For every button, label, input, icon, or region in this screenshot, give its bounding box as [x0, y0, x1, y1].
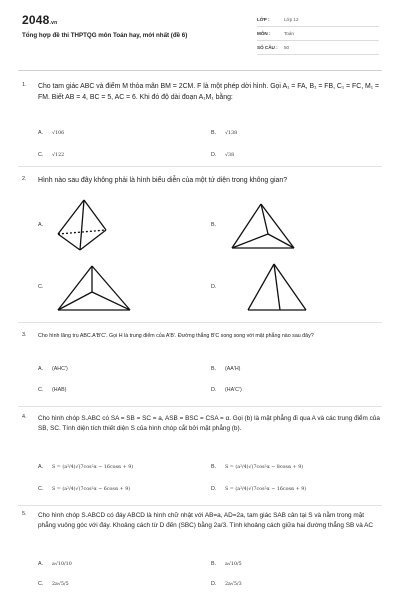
option-value: √38	[225, 153, 235, 158]
option-label: A.	[38, 561, 44, 567]
option-value: S = (a²/4)√(7cos²α − 6cosα + 9)	[52, 487, 131, 492]
question-4	[18, 414, 382, 502]
question-3	[18, 332, 382, 402]
option-label: A.	[38, 222, 44, 228]
question-divider	[18, 505, 382, 506]
option-a[interactable]	[38, 222, 52, 228]
option-value: S = (a²/4)√(7cos²α − 16cosα + 9)	[52, 465, 134, 470]
option-label: C.	[38, 284, 44, 290]
option-b[interactable]	[211, 464, 303, 470]
question-divider	[18, 166, 382, 167]
question-text: Cho hình chóp S.ABC có SA = SB = SC = a, ASB = BSC = CSA = α. Gọi (b) là mặt phẳng đi qua A và các trung điểm của SB, SC. Tính diện tích thiết diện S của hình chóp cắt bởi mặt phẳng (b).	[38, 415, 380, 432]
question-number: 1.	[22, 82, 27, 88]
option-b[interactable]	[211, 130, 237, 136]
document-header	[0, 0, 400, 72]
option-value: (AHC')	[52, 366, 68, 372]
question-text: Cho hình chóp S.ABCD có đáy ABCD là hình chữ nhật với AB=a, AD=2a, tam giác SAB cân tại S và nằm trong mặt phẳng vuông góc với đáy. Khoảng cách từ D đến (SBC) bằng 2a/3. Tính khoảng cách giữa hai đường thẳng SB và AC	[38, 512, 374, 529]
option-a[interactable]	[38, 464, 133, 470]
option-a[interactable]	[38, 366, 68, 372]
option-value: (HAB)	[52, 387, 67, 393]
tetrahedron-figure-d	[244, 262, 310, 314]
option-label: D.	[211, 387, 217, 393]
option-value: (AA'H)	[225, 366, 241, 372]
option-label: B.	[211, 366, 217, 372]
meta-key: SỐ CÂU :	[257, 45, 278, 50]
tetrahedron-figure-b	[228, 202, 298, 252]
option-c[interactable]	[38, 581, 69, 587]
meta-value: Toán	[284, 31, 294, 36]
meta-row-count	[257, 42, 379, 55]
option-d[interactable]	[211, 581, 242, 587]
option-d[interactable]	[211, 387, 242, 393]
option-c[interactable]	[38, 284, 52, 290]
option-value: 2a√5/3	[225, 582, 242, 587]
option-label: A.	[38, 366, 44, 372]
option-d[interactable]	[211, 284, 225, 290]
document-title: Tổng hợp đề thi THPTQG môn Toán hay, mới nhất (đề 6)	[22, 32, 188, 39]
option-label: D.	[211, 581, 217, 587]
option-c[interactable]	[38, 152, 64, 158]
option-b[interactable]	[211, 366, 240, 372]
meta-row-subject	[257, 28, 379, 41]
question-number: 4.	[22, 414, 27, 420]
question-text: Cho tam giác ABC và điểm M thỏa mãn BM = 2CM. F là một phép dời hình. Gọi A₁ = FA, B₁ = FB, C₁ = FC, M₁ = FM. Biết AB = 4, BC = 5, AC = 6. Khi đó độ dài đoạn A₁M₁ bằng:	[38, 83, 380, 101]
meta-key: LỚP :	[257, 17, 270, 22]
option-value: 2a√5/5	[52, 582, 69, 587]
option-value: a√10/5	[225, 562, 242, 567]
option-value: √138	[225, 131, 238, 136]
option-label: B.	[211, 561, 217, 567]
header-divider	[18, 70, 382, 71]
option-label: C.	[38, 152, 44, 158]
question-1	[18, 82, 382, 162]
option-label: C.	[38, 581, 44, 587]
option-c[interactable]	[38, 387, 66, 393]
option-value: (HA'C')	[225, 387, 242, 393]
option-label: A.	[38, 130, 44, 136]
tetrahedron-figure-a	[54, 198, 114, 253]
option-label: D.	[211, 284, 217, 290]
question-2	[18, 176, 382, 316]
option-label: D.	[211, 152, 217, 158]
option-b[interactable]	[211, 222, 225, 228]
option-value: S = (a²/4)√(7cos²α − 8cosα + 9)	[225, 465, 304, 470]
option-label: A.	[38, 464, 44, 470]
meta-value: 50	[284, 45, 290, 50]
option-d[interactable]	[211, 152, 234, 158]
option-value: √122	[52, 153, 65, 158]
option-label: C.	[38, 486, 44, 492]
option-c[interactable]	[38, 486, 130, 492]
question-5	[18, 511, 382, 599]
meta-key: MÔN :	[257, 31, 271, 36]
option-label: B.	[211, 222, 217, 228]
question-text: Hình nào sau đây không phải là hình biểu diễn của một tứ diện trong không gian?	[38, 177, 288, 184]
option-a[interactable]	[38, 561, 72, 567]
option-label: B.	[211, 464, 217, 470]
option-label: C.	[38, 387, 44, 393]
site-logo[interactable]: 2048.vn	[22, 13, 58, 27]
question-number: 3.	[22, 332, 27, 338]
option-value: a√10/10	[52, 562, 72, 567]
option-value: √106	[52, 131, 65, 136]
option-label: B.	[211, 130, 217, 136]
option-value: S = (a²/4)√(7cos²α − 16cosα + 9)	[225, 487, 307, 492]
question-number: 5.	[22, 511, 27, 517]
question-divider	[18, 406, 382, 407]
question-text: Cho hình lăng trụ ABC.A'B'C'. Gọi H là trung điểm của A'B'. Đường thẳng B'C song song với mặt phẳng nào sau đây?	[38, 333, 314, 339]
question-number: 2.	[22, 176, 27, 182]
option-label: D.	[211, 486, 217, 492]
tetrahedron-figure-c	[54, 264, 134, 314]
meta-row-class	[257, 14, 379, 27]
option-d[interactable]	[211, 486, 306, 492]
meta-value: Lớp 12	[284, 17, 299, 22]
option-b[interactable]	[211, 561, 242, 567]
question-divider	[18, 322, 382, 323]
option-a[interactable]	[38, 130, 64, 136]
